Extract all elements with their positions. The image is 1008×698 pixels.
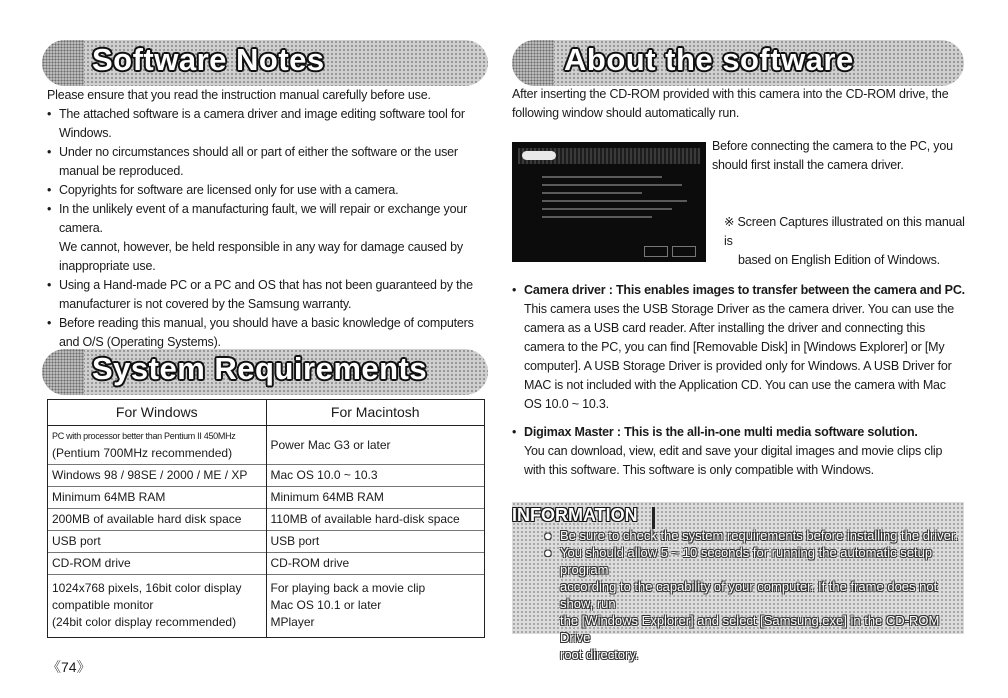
about-side-text [712,137,968,270]
table-cell: Minimum 64MB RAM [48,487,267,509]
table-cell [48,575,267,638]
software-notes-body [47,86,487,352]
installer-text-line [542,184,682,186]
banner-cap [42,349,84,395]
table-header-row [48,400,485,426]
note-line: based on English Edition of Windows. [738,253,940,267]
information-item-text: Be sure to check the system requirements before installing the driver. [560,528,959,543]
about-intro-line: following window should automatically run. [512,106,740,120]
table-cell-text: (Pentium 700MHz recommended) [52,446,233,460]
list-item-text: and O/S (Operating Systems). [59,335,221,349]
table-row [48,465,485,487]
table-row [48,426,485,465]
table-row [48,487,485,509]
camera-driver-line: MAC is not included with the Application CD. You can use the camera with Mac [524,378,946,392]
page-number: 《74》 [47,659,91,675]
list-item [512,423,968,442]
banner-cap [512,40,554,86]
requirements-table [47,399,485,638]
information-item-text: root directory. [560,647,639,662]
installer-text-line [542,208,672,210]
samsung-logo-icon [522,151,556,160]
installer-text-line [542,216,652,218]
list-item-text: In the unlikely event of a manufacturing fault, we will repair or exchange your [59,202,468,216]
list-item [512,281,968,300]
list-item-text: manufacturer is not covered by the Samsung warranty. [59,297,352,311]
table-cell-text: Mac OS 10.1 or later [270,598,382,612]
note-line: ※ Screen Captures illustrated on this manual is [724,215,965,248]
table-cell [266,575,485,638]
list-item-text: We cannot, however, be held responsible in any way for damage caused by [59,240,463,254]
table-cell [266,426,485,465]
table-cell: 110MB of available hard-disk space [266,509,485,531]
table-cell-text: Power Mac G3 or later [270,437,391,452]
camera-driver-heading: Camera driver : This enables images to transfer between the camera and PC. [524,283,965,297]
information-title: INFORMATION [512,505,638,525]
camera-driver-line: computer]. A USB Storage Driver is provided only for Windows. A USB Driver for [524,359,952,373]
mac-header: For Macintosh [266,400,485,426]
list-item [47,314,487,352]
about-intro-line: After inserting the CD-ROM provided with this camera into the CD-ROM drive, the [512,87,949,101]
table-cell-text: PC with processor better than Pentium II 450MHz [52,431,236,441]
side-line: Before connecting the camera to the PC, you [712,139,953,153]
list-item-text: manual be reproduced. [59,164,184,178]
list-item [47,276,487,314]
installer-text-line [542,192,642,194]
table-cell-text: (24bit color display recommended) [52,615,237,629]
software-notes-title: Software Notes [92,42,325,77]
table-cell [48,426,267,465]
installer-text-line [542,176,662,178]
side-line: should first install the camera driver. [712,158,904,172]
system-requirements-title: System Requirements [92,351,428,386]
installer-screenshot [512,142,706,262]
about-intro [512,85,964,123]
table-row [48,531,485,553]
about-software-banner [512,40,964,86]
digimax-section [512,423,968,480]
camera-driver-line: This camera uses the USB Storage Driver as the camera driver. You can use the [524,302,954,316]
list-item-text: Windows. [59,126,112,140]
information-item-text: according to the capability of your computer. If the frame does not show, run [560,579,938,611]
list-item [47,143,487,181]
list-item-text: camera. [59,221,103,235]
installer-next-button-icon [644,246,668,257]
information-item [544,527,962,544]
table-cell-text: For playing back a movie clip [270,581,426,595]
table-cell: Minimum 64MB RAM [266,487,485,509]
camera-driver-line: OS 10.0 ~ 10.3. [524,397,609,411]
list-item-text: Before reading this manual, you should have a basic knowledge of computers [59,316,474,330]
banner-cap [42,40,84,86]
software-notes-intro: Please ensure that you read the instruction manual carefully before use. [47,88,431,102]
table-cell: Windows 98 / 98SE / 2000 / ME / XP [48,465,267,487]
table-cell: USB port [266,531,485,553]
list-item-text: Using a Hand-made PC or a PC and OS that has not been guaranteed by the [59,278,473,292]
table-cell: CD-ROM drive [266,553,485,575]
digimax-heading: Digimax Master : This is the all-in-one multi media software solution. [524,425,918,439]
list-item-text: Copyrights for software are licensed only for use with a camera. [59,183,399,197]
installer-text-line [542,200,687,202]
table-cell: Mac OS 10.0 ~ 10.3 [266,465,485,487]
table-row [48,553,485,575]
information-item-text: the [Windows Explorer] and select [Samsung.exe] in the CD-ROM Drive [560,613,940,645]
camera-driver-section [512,281,968,414]
table-cell-text: MPlayer [270,615,315,629]
digimax-line: with this software. This software is only compatible with Windows. [524,463,874,477]
list-item-text: The attached software is a camera driver and image editing software tool for [59,107,465,121]
about-software-title: About the software [564,42,854,77]
information-item [544,544,962,663]
table-row [48,509,485,531]
table-row [48,575,485,638]
table-cell: USB port [48,531,267,553]
list-item [47,105,487,143]
list-item [47,181,487,200]
list-item-text: Under no circumstances should all or part of either the software or the user [59,145,458,159]
list-item-text: inappropriate use. [59,259,156,273]
camera-driver-line: camera to the PC, you can find [Removable Disk] in [Windows Explorer] or [My [524,340,945,354]
information-text [544,527,962,663]
windows-header: For Windows [48,400,267,426]
digimax-line: You can download, view, edit and save your digital images and movie clips clip [524,444,943,458]
information-divider [652,507,655,529]
information-item-text: You should allow 5 ~ 10 seconds for running the automatic setup program [560,545,933,577]
table-cell: 200MB of available hard disk space [48,509,267,531]
table-cell: CD-ROM drive [48,553,267,575]
table-cell-text: compatible monitor [52,598,154,612]
software-notes-banner [42,40,488,86]
table-cell-text: 1024x768 pixels, 16bit color display [52,581,242,595]
list-item [47,200,487,276]
installer-cancel-button-icon [672,246,696,257]
software-notes-list [47,105,487,352]
system-requirements-banner [42,349,488,395]
camera-driver-line: camera as a USB card reader. After installing the driver and connecting this [524,321,925,335]
